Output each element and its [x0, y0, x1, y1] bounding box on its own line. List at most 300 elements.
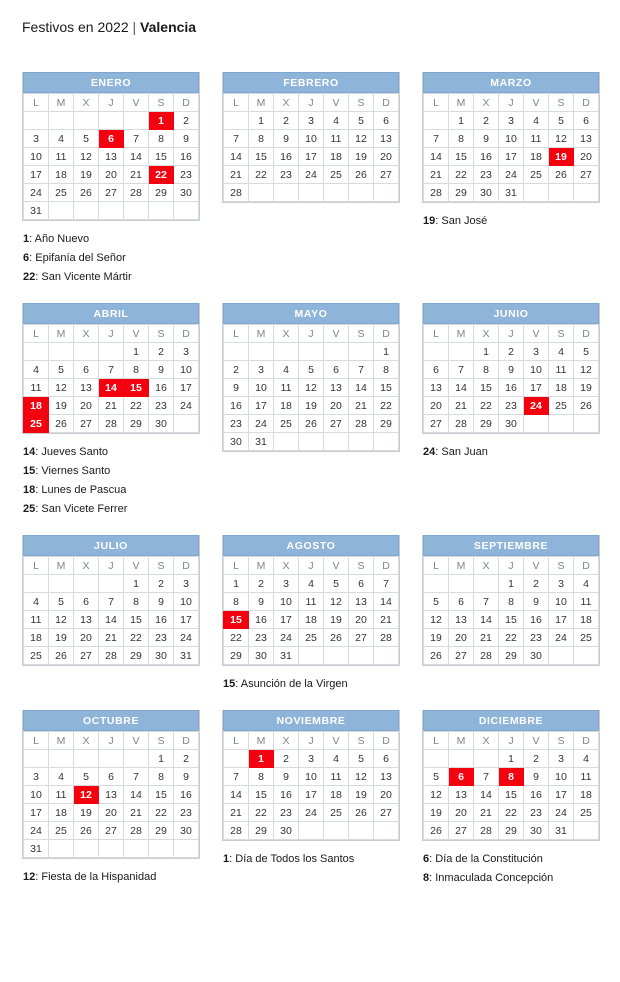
- month-notes: [222, 675, 400, 694]
- month-column: [22, 710, 200, 888]
- day-cell: 4: [299, 575, 324, 593]
- day-cell: 25: [49, 184, 74, 202]
- month-table: [423, 93, 599, 202]
- week-row: [24, 361, 199, 379]
- day-cell: 11: [24, 611, 49, 629]
- day-cell-empty: [99, 112, 124, 130]
- day-cell: 22: [499, 804, 524, 822]
- day-cell: 22: [374, 397, 399, 415]
- holiday-note-label: Lunes de Pascua: [41, 484, 127, 496]
- day-cell: 19: [49, 397, 74, 415]
- day-cell: 28: [99, 647, 124, 665]
- day-cell: 5: [324, 575, 349, 593]
- weekday-header-row: [224, 325, 399, 343]
- day-cell: 23: [249, 629, 274, 647]
- week-row: [224, 343, 399, 361]
- weekday-header: D: [374, 94, 399, 112]
- day-cell-holiday: 25: [24, 415, 49, 433]
- day-cell: 7: [224, 130, 249, 148]
- weekday-header: X: [274, 94, 299, 112]
- month-header: DICIEMBRE: [423, 710, 599, 731]
- day-cell: 2: [524, 750, 549, 768]
- weekday-header-row: [224, 94, 399, 112]
- day-cell: 17: [274, 611, 299, 629]
- holiday-note: 19: San José: [423, 215, 488, 227]
- weekday-header: X: [274, 557, 299, 575]
- day-cell: 29: [499, 822, 524, 840]
- day-cell: 23: [224, 415, 249, 433]
- day-cell: 20: [99, 166, 124, 184]
- day-cell: 14: [424, 148, 449, 166]
- day-cell: 10: [499, 130, 524, 148]
- weekday-header: S: [549, 732, 574, 750]
- weekday-header: S: [349, 325, 374, 343]
- weekday-header-row: [424, 94, 599, 112]
- day-cell: 27: [374, 804, 399, 822]
- holiday-note-day: 22: [23, 271, 36, 283]
- day-cell: 13: [99, 786, 124, 804]
- day-cell: 27: [449, 647, 474, 665]
- week-row: [24, 575, 199, 593]
- day-cell: 4: [549, 343, 574, 361]
- weekday-header-row: [224, 557, 399, 575]
- day-cell: 3: [24, 768, 49, 786]
- day-cell: 6: [74, 361, 99, 379]
- day-cell: 25: [324, 804, 349, 822]
- day-cell: 23: [149, 397, 174, 415]
- holiday-note: 15: Viernes Santo: [23, 465, 111, 477]
- weekday-header: X: [474, 732, 499, 750]
- day-cell: 14: [124, 786, 149, 804]
- day-cell-empty: [249, 184, 274, 202]
- day-cell: 11: [24, 379, 49, 397]
- day-cell: 24: [299, 166, 324, 184]
- day-cell: 10: [24, 148, 49, 166]
- month-table: [423, 324, 599, 433]
- day-cell: 20: [374, 786, 399, 804]
- holiday-note: 14: Jueves Santo: [23, 446, 109, 458]
- day-cell: 26: [299, 415, 324, 433]
- day-cell: 10: [299, 768, 324, 786]
- week-row: [424, 750, 599, 768]
- holiday-note-label: San Juan: [441, 446, 488, 458]
- week-row: [224, 750, 399, 768]
- day-cell: 20: [99, 804, 124, 822]
- day-cell: 2: [224, 361, 249, 379]
- day-cell: 13: [449, 786, 474, 804]
- day-cell-holiday: 12: [74, 786, 99, 804]
- day-cell: 20: [449, 804, 474, 822]
- day-cell: 15: [499, 786, 524, 804]
- week-row: [224, 184, 399, 202]
- day-cell: 22: [474, 397, 499, 415]
- day-cell-empty: [99, 575, 124, 593]
- month-notes: [222, 850, 400, 869]
- day-cell: 8: [374, 361, 399, 379]
- month-header: JUNIO: [423, 303, 599, 324]
- day-cell: 2: [524, 575, 549, 593]
- day-cell: 3: [249, 361, 274, 379]
- day-cell: 25: [324, 166, 349, 184]
- day-cell: 4: [574, 575, 599, 593]
- day-cell: 17: [549, 611, 574, 629]
- day-cell-empty: [549, 647, 574, 665]
- week-row: [224, 593, 399, 611]
- day-cell: 23: [474, 166, 499, 184]
- day-cell: 10: [524, 361, 549, 379]
- day-cell: 16: [474, 148, 499, 166]
- day-cell: 23: [524, 629, 549, 647]
- month-notes: [422, 443, 600, 462]
- holiday-note-day: 15: [23, 465, 36, 477]
- day-cell: 12: [74, 148, 99, 166]
- day-cell-empty: [224, 112, 249, 130]
- day-cell: 15: [149, 786, 174, 804]
- day-cell: 15: [499, 611, 524, 629]
- day-cell: 25: [49, 822, 74, 840]
- month-column: [22, 535, 200, 694]
- day-cell: 28: [124, 184, 149, 202]
- day-cell: 25: [574, 629, 599, 647]
- holiday-note-day: 19: [423, 215, 436, 227]
- day-cell: 8: [124, 593, 149, 611]
- day-cell: 30: [174, 184, 199, 202]
- day-cell: 25: [524, 166, 549, 184]
- day-cell: 28: [224, 184, 249, 202]
- month-table: [23, 93, 199, 220]
- weekday-header: M: [49, 732, 74, 750]
- day-cell: 2: [174, 750, 199, 768]
- day-cell-empty: [299, 822, 324, 840]
- day-cell: 19: [49, 629, 74, 647]
- month-table: [23, 731, 199, 858]
- week-row: [24, 415, 199, 433]
- day-cell: 31: [24, 202, 49, 220]
- day-cell: 30: [249, 647, 274, 665]
- day-cell: 9: [524, 593, 549, 611]
- day-cell: 13: [574, 130, 599, 148]
- month-card-octubre: [22, 710, 200, 859]
- day-cell: 26: [74, 822, 99, 840]
- day-cell: 15: [474, 379, 499, 397]
- month-card-febrero: [222, 72, 400, 203]
- day-cell: 9: [174, 768, 199, 786]
- day-cell: 12: [574, 361, 599, 379]
- day-cell: 2: [149, 343, 174, 361]
- day-cell: 1: [124, 575, 149, 593]
- week-row: [224, 112, 399, 130]
- holiday-note-day: 14: [23, 446, 36, 458]
- day-cell: 31: [274, 647, 299, 665]
- day-cell: 22: [124, 397, 149, 415]
- day-cell-holiday: 1: [249, 750, 274, 768]
- week-row: [224, 629, 399, 647]
- day-cell: 8: [249, 130, 274, 148]
- day-cell: 19: [424, 804, 449, 822]
- holiday-note: 22: San Vicente Mártir: [23, 271, 132, 283]
- day-cell: 4: [324, 112, 349, 130]
- day-cell: 5: [549, 112, 574, 130]
- day-cell: 8: [499, 593, 524, 611]
- day-cell: 30: [524, 647, 549, 665]
- weekday-header: L: [24, 325, 49, 343]
- day-cell: 30: [524, 822, 549, 840]
- day-cell-empty: [124, 840, 149, 858]
- weekday-header: L: [224, 557, 249, 575]
- day-cell: 1: [474, 343, 499, 361]
- page-title-separator: |: [132, 19, 137, 35]
- week-row: [224, 397, 399, 415]
- day-cell: 27: [74, 647, 99, 665]
- weekday-header: M: [249, 94, 274, 112]
- weekday-header: M: [249, 557, 274, 575]
- week-row: [24, 184, 199, 202]
- day-cell: 28: [99, 415, 124, 433]
- day-cell: 23: [524, 804, 549, 822]
- holiday-note: 1: Año Nuevo: [23, 233, 90, 245]
- weekday-header: V: [324, 732, 349, 750]
- day-cell-empty: [424, 343, 449, 361]
- weekday-header: L: [224, 94, 249, 112]
- weekday-header: V: [324, 325, 349, 343]
- day-cell: 27: [449, 822, 474, 840]
- day-cell: 21: [124, 166, 149, 184]
- weekday-header-row: [24, 94, 199, 112]
- day-cell-empty: [24, 343, 49, 361]
- day-cell: 16: [274, 148, 299, 166]
- day-cell: 3: [499, 112, 524, 130]
- weekday-header: J: [299, 325, 324, 343]
- day-cell-holiday: 22: [149, 166, 174, 184]
- weekday-header-row: [424, 557, 599, 575]
- weekday-header: D: [374, 325, 399, 343]
- day-cell: 21: [474, 629, 499, 647]
- day-cell-empty: [349, 433, 374, 451]
- day-cell: 9: [474, 130, 499, 148]
- day-cell: 11: [324, 130, 349, 148]
- day-cell-empty: [49, 575, 74, 593]
- weekday-header: S: [349, 732, 374, 750]
- day-cell-empty: [99, 840, 124, 858]
- weekday-header: D: [374, 557, 399, 575]
- day-cell: 8: [224, 593, 249, 611]
- day-cell: 5: [424, 768, 449, 786]
- day-cell: 18: [574, 611, 599, 629]
- day-cell-empty: [324, 184, 349, 202]
- day-cell: 21: [474, 804, 499, 822]
- weekday-header: S: [149, 94, 174, 112]
- day-cell-empty: [549, 415, 574, 433]
- day-cell-empty: [149, 840, 174, 858]
- day-cell: 4: [49, 130, 74, 148]
- weekday-header: M: [449, 325, 474, 343]
- day-cell: 6: [574, 112, 599, 130]
- weekday-header: J: [299, 732, 324, 750]
- day-cell: 6: [74, 593, 99, 611]
- day-cell: 2: [274, 112, 299, 130]
- day-cell: 6: [449, 593, 474, 611]
- day-cell-empty: [324, 647, 349, 665]
- day-cell: 17: [299, 148, 324, 166]
- day-cell: 16: [149, 379, 174, 397]
- day-cell: 7: [124, 768, 149, 786]
- day-cell-empty: [449, 575, 474, 593]
- day-cell: 27: [424, 415, 449, 433]
- day-cell: 17: [549, 786, 574, 804]
- day-cell: 14: [449, 379, 474, 397]
- day-cell: 30: [499, 415, 524, 433]
- day-cell-holiday: 19: [549, 148, 574, 166]
- day-cell: 21: [224, 804, 249, 822]
- weekday-header: X: [74, 557, 99, 575]
- month-card-marzo: [422, 72, 600, 203]
- weekday-header: X: [274, 732, 299, 750]
- day-cell: 20: [74, 629, 99, 647]
- day-cell: 8: [449, 130, 474, 148]
- weekday-header: L: [424, 557, 449, 575]
- day-cell: 24: [549, 629, 574, 647]
- week-row: [424, 361, 599, 379]
- weekday-header: X: [74, 325, 99, 343]
- day-cell-empty: [99, 202, 124, 220]
- day-cell: 21: [424, 166, 449, 184]
- day-cell: 2: [499, 343, 524, 361]
- day-cell: 9: [274, 768, 299, 786]
- day-cell: 20: [574, 148, 599, 166]
- day-cell: 4: [24, 593, 49, 611]
- page-title-location: Valencia: [140, 19, 197, 35]
- weekday-header: L: [424, 94, 449, 112]
- day-cell: 5: [424, 593, 449, 611]
- day-cell: 12: [549, 130, 574, 148]
- day-cell: 28: [424, 184, 449, 202]
- month-column: [222, 72, 400, 287]
- day-cell: 29: [474, 415, 499, 433]
- day-cell: 13: [74, 379, 99, 397]
- page-title-prefix: Festivos en 2022: [22, 19, 129, 35]
- day-cell-empty: [299, 343, 324, 361]
- day-cell: 19: [349, 786, 374, 804]
- day-cell-empty: [24, 750, 49, 768]
- day-cell: 16: [524, 786, 549, 804]
- day-cell: 5: [74, 130, 99, 148]
- day-cell: 13: [374, 768, 399, 786]
- day-cell: 29: [224, 647, 249, 665]
- weekday-header: J: [499, 325, 524, 343]
- day-cell: 6: [424, 361, 449, 379]
- day-cell-holiday: 18: [24, 397, 49, 415]
- month-card-mayo: [222, 303, 400, 452]
- weekday-header: M: [449, 94, 474, 112]
- day-cell: 26: [74, 184, 99, 202]
- day-cell: 5: [349, 750, 374, 768]
- day-cell: 15: [249, 786, 274, 804]
- week-row: [24, 768, 199, 786]
- day-cell: 2: [249, 575, 274, 593]
- day-cell-empty: [349, 343, 374, 361]
- week-row: [24, 804, 199, 822]
- holiday-note-label: Día de Todos los Santos: [235, 853, 355, 865]
- day-cell: 19: [324, 611, 349, 629]
- day-cell: 29: [249, 822, 274, 840]
- day-cell: 20: [449, 629, 474, 647]
- day-cell: 24: [499, 166, 524, 184]
- weekday-header: D: [574, 325, 599, 343]
- week-row: [24, 840, 199, 858]
- week-row: [424, 575, 599, 593]
- day-cell-empty: [124, 750, 149, 768]
- day-cell-holiday: 6: [449, 768, 474, 786]
- day-cell: 23: [274, 804, 299, 822]
- month-header: AGOSTO: [223, 535, 399, 556]
- month-column: [222, 303, 400, 519]
- day-cell: 20: [74, 397, 99, 415]
- day-cell-empty: [349, 647, 374, 665]
- day-cell: 19: [349, 148, 374, 166]
- day-cell: 9: [224, 379, 249, 397]
- day-cell: 29: [449, 184, 474, 202]
- day-cell: 30: [274, 822, 299, 840]
- day-cell: 13: [324, 379, 349, 397]
- day-cell: 27: [349, 629, 374, 647]
- week-row: [424, 611, 599, 629]
- day-cell: 12: [424, 611, 449, 629]
- day-cell: 25: [549, 397, 574, 415]
- weekday-header: V: [124, 325, 149, 343]
- month-table: [423, 556, 599, 665]
- day-cell: 7: [474, 593, 499, 611]
- weekday-header: V: [524, 94, 549, 112]
- day-cell: 18: [524, 148, 549, 166]
- day-cell: 17: [24, 166, 49, 184]
- holiday-note-day: 18: [23, 484, 36, 496]
- day-cell: 13: [349, 593, 374, 611]
- day-cell: 10: [174, 593, 199, 611]
- day-cell: 25: [24, 647, 49, 665]
- weekday-header: X: [74, 94, 99, 112]
- month-table: [23, 556, 199, 665]
- day-cell: 18: [324, 786, 349, 804]
- day-cell: 15: [249, 148, 274, 166]
- week-row: [224, 768, 399, 786]
- weekday-header: D: [174, 94, 199, 112]
- day-cell: 29: [499, 647, 524, 665]
- weekday-header: V: [324, 557, 349, 575]
- day-cell: 17: [249, 397, 274, 415]
- weekday-header: J: [499, 94, 524, 112]
- day-cell: 24: [274, 629, 299, 647]
- day-cell: 6: [374, 750, 399, 768]
- day-cell: 26: [324, 629, 349, 647]
- day-cell: 8: [249, 768, 274, 786]
- day-cell: 29: [374, 415, 399, 433]
- day-cell: 9: [499, 361, 524, 379]
- day-cell: 28: [374, 629, 399, 647]
- month-header: JULIO: [23, 535, 199, 556]
- day-cell: 17: [174, 379, 199, 397]
- week-row: [24, 822, 199, 840]
- quarter-row: [22, 72, 602, 287]
- day-cell: 17: [24, 804, 49, 822]
- week-row: [24, 343, 199, 361]
- month-column: [422, 303, 600, 519]
- day-cell: 26: [424, 822, 449, 840]
- day-cell: 13: [449, 611, 474, 629]
- day-cell: 18: [49, 804, 74, 822]
- day-cell: 21: [99, 629, 124, 647]
- holiday-note-label: Viernes Santo: [41, 465, 111, 477]
- week-row: [24, 112, 199, 130]
